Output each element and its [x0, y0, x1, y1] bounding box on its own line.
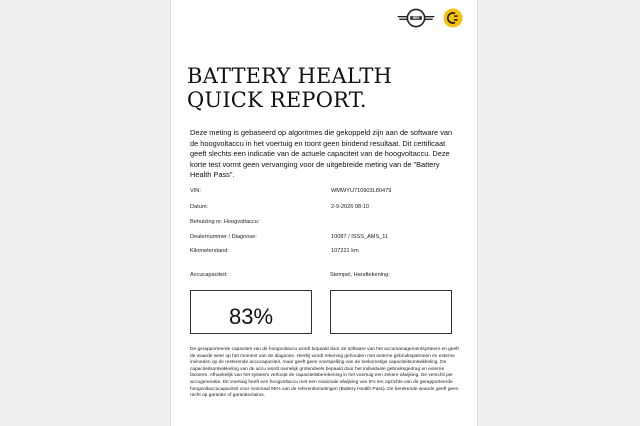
report-page — [170, 0, 478, 426]
signature-box — [330, 290, 452, 334]
title-line-1: BATTERY HEALTH — [187, 64, 393, 88]
logo-bar — [397, 8, 463, 28]
field-value: WMWYU710903L80479 — [331, 188, 392, 194]
report-title — [187, 64, 467, 112]
capacity-box — [190, 290, 312, 334]
field-value: 107221 km — [331, 248, 359, 254]
capacity-value: 83% — [228, 304, 274, 329]
field-value: 10087 / ISSS_AMS_11 — [331, 234, 389, 240]
charging-plug-icon — [443, 8, 463, 28]
field-label: Behuizing nr. Hoogvoltaccu: — [190, 219, 260, 225]
disclaimer-text: De gerapporteerde capaciteit van de hoogvoltaccu wordt bepaald door de software van het accumanagementsysteem en geeft de waarde weer op het moment van de diagnose. Hierbij wordt rekening gehouden met externe gebruikspatronen en externe invloeden op de resterende accucapaciteit, maar geeft geen voorspelling van de toekomstige capaciteitsontwikkeling. De capaciteitsontwikkeling van de accu wordt namelijk grotendeels bepaald door het individuele gebruiksgedrag en externe factoren. Afhankelijk van het systeem verloopt de capaciteitsberekening in het voertuig een zekere afwijking. De verschil per accugeneratie. Dit voertuig heeft een hoogvoltaccu met een maximale afwijking van 5% ten opzichte van de gerapporteerde hoogvoltaccucapaciteit voor minimaal 95% van de referentiemetingen (Battery Health Pass). De berekende waarde geeft geen recht op garantie of garantieclaims. — [190, 347, 459, 399]
field-label: Dealernummer / Diagnose: — [190, 234, 257, 240]
field-label: Datum: — [190, 204, 209, 210]
mini-logo-text: MINI — [412, 16, 420, 21]
title-line-2: QUICK REPORT. — [187, 88, 367, 112]
mini-logo — [397, 8, 435, 28]
field-label: Kilometerstand: — [190, 248, 229, 254]
intro-paragraph: Deze meting is gebaseerd op algoritmes die gekoppeld zijn aan de software van de hoogvoltaccu in het voertuig en toont geen bindend resultaat. Dit certificaat geeft slechts een indicatie van de actuele capaciteit van de hoogvoltaccu. Deze korte test vormt geen vervanging voor de uitgebreide meting van de "Battery Health Pass". — [190, 128, 453, 180]
signature-label: Stempel, Handtekening: — [330, 272, 390, 278]
field-value: 2-9-2026 08:10 — [331, 204, 369, 210]
field-label: VIN: — [190, 188, 201, 194]
capacity-label: Accucapaciteit: — [190, 272, 228, 278]
